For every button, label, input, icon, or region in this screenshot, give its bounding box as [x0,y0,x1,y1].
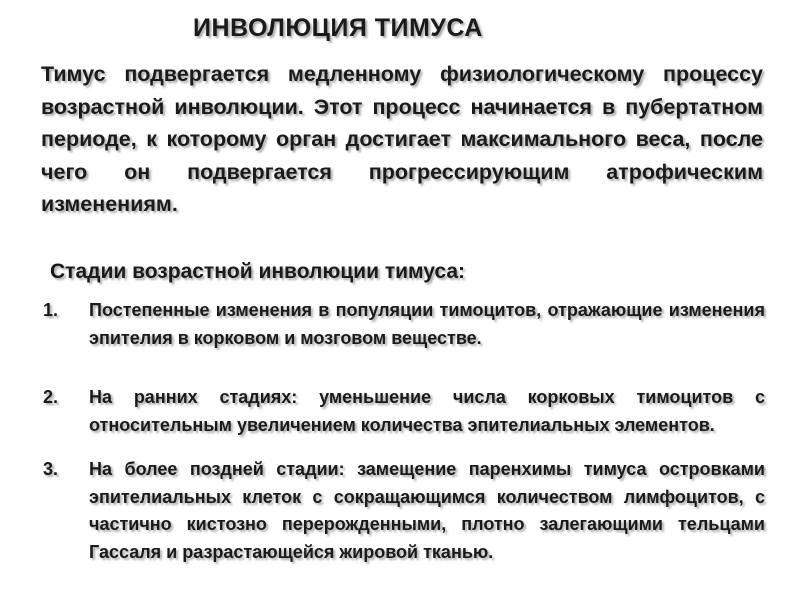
stage-text: На более поздней стадии: замещение паренхимы тимуса островками эпителиальных клеток с сокращающимся количеством лимфоцитов, с частично кистозно перерожденными, плотно залегающими тельцами Гассаля и разрастающейся жировой тканью. [89,459,765,562]
stage-text: Постепенные изменения в популяции тимоцитов, отражающие изменения эпителия в корковом и мозговом веществе. [89,300,765,348]
stage-number: 3. [43,459,59,479]
stages-heading: Стадии возрастной инволюции тимуса: [50,260,466,283]
stage-number: 1. [43,300,59,320]
slide-title: ИНВОЛЮЦИЯ ТИМУСА [193,14,483,42]
intro-paragraph: Тимус подвергается медленному физиологическому процессу возрастной инволюции. Этот процесс начинается в пубертатном периоде, к которому орган достигает максимального веса, после чего он подвергается прогрессирующим атрофическим изменениям. [41,62,763,217]
stage-text: На ранних стадиях: уменьшение числа корковых тимоцитов с относительным увеличением количества эпителиальных элементов. [89,387,765,435]
stage-number: 2. [43,387,59,407]
